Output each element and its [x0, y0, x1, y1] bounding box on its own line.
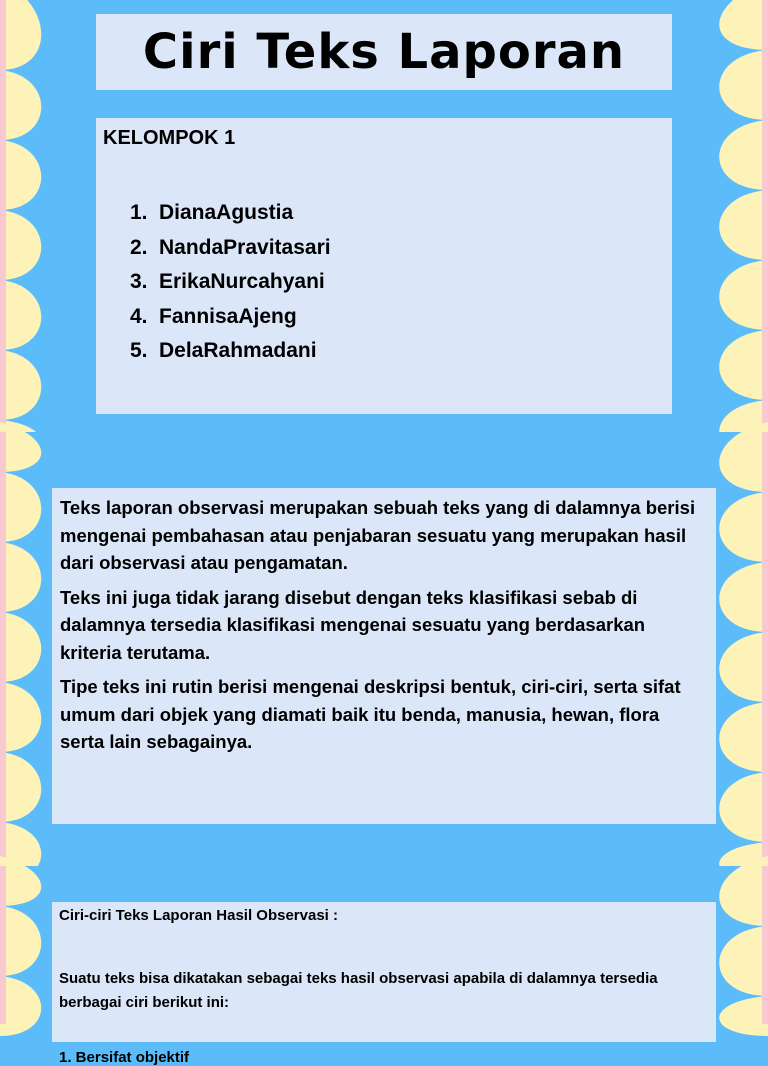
section-heading: Ciri-ciri Teks Laporan Hasil Observasi : — [59, 907, 338, 924]
left-scallop-border — [0, 866, 48, 1024]
paragraph: Teks ini juga tidak jarang disebut dengan teks klasifikasi sebab di dalamnya tersedia klasifikasi mengenai sesuatu yang berdasarkan kriteria terutama. — [60, 586, 646, 663]
paragraph: Tipe teks ini rutin berisi mengenai deskripsi bentuk, ciri-ciri, serta sifat umum dari objek yang diamati baik itu benda, manusia, hewan, flora serta lain sebagainya. — [60, 676, 681, 752]
slide-title — [0, 0, 768, 432]
left-scallop-border — [0, 432, 48, 866]
list-item: 1. DianaAgustia — [130, 201, 294, 224]
list-item: 4. FannisaAjeng — [130, 304, 297, 328]
list-item: 2. NandaPravitasari — [130, 235, 331, 259]
list-item: 1. Bersifat objektif — [59, 1049, 190, 1066]
definition-text-box — [52, 488, 716, 824]
group-members-box — [96, 118, 672, 414]
slide-definition — [0, 432, 768, 866]
title-box — [96, 14, 672, 90]
list-item: 3. ErikaNurcahyani — [130, 270, 325, 294]
paragraph: Suatu teks bisa dikatakan sebagai teks hasil observasi apabila di dalamnya tersedia berbagai ciri berikut ini: — [59, 970, 658, 1011]
characteristics-text-box — [52, 902, 716, 1066]
left-scallop-border — [0, 0, 48, 432]
members-list — [130, 196, 331, 369]
slide-title-text: Ciri Teks Laporan — [142, 24, 626, 80]
right-scallop-border — [708, 866, 768, 1024]
paragraph: Teks laporan observasi merupakan sebuah teks yang di dalamnya berisi mengenai pembahasan atau penjabaran sesuatu yang merupakan hasil dari observasi atau pengamatan. — [60, 497, 696, 573]
right-scallop-border — [708, 432, 768, 866]
right-scallop-border — [708, 0, 768, 432]
list-item: 5. DelaRahmadani — [130, 339, 317, 363]
slide-characteristics — [0, 866, 768, 1066]
group-label: KELOMPOK 1 — [103, 127, 236, 149]
